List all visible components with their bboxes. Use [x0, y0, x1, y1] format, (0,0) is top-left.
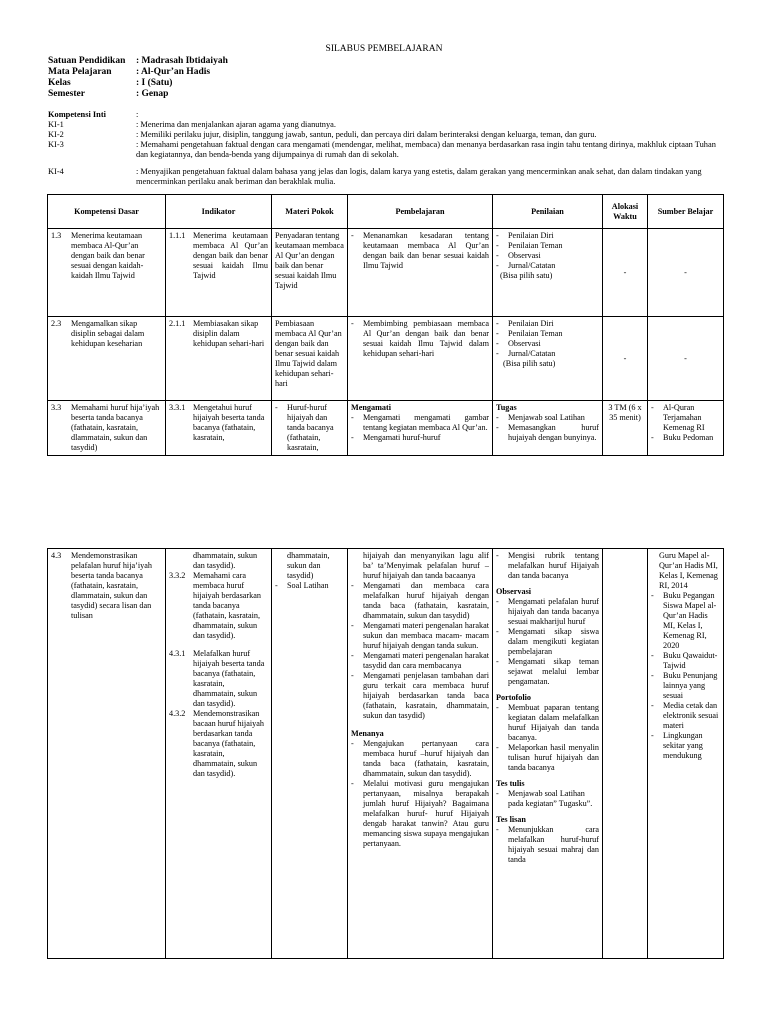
pembelajaran-cell: - Menanamkan kesadaran tentang keutamaan membaca Al Qur’an dengan baik dan benar sesuai kaidah Ilmu Tajwid [348, 229, 493, 317]
identity-row [48, 78, 228, 89]
table-row [48, 229, 724, 317]
kd-cell [48, 317, 166, 401]
ki-text: : Menyajikan pengetahuan faktual dalam bahasa yang jelas dan logis, dalam karya yang estetis, dalam gerakan yang mencerminkan anak sehat, dan dalam tindakan yang mencerminkan perilaku anak beriman dan berakhlak mulia. [136, 167, 702, 186]
penilaian-item: Penilaian Diri [508, 231, 554, 240]
penilaian-item: Observasi [508, 251, 541, 260]
ki-item [48, 120, 728, 130]
kd-number: 1.3 [51, 231, 62, 240]
materi-item: Soal Latihan [287, 581, 329, 590]
pembelajaran-item: Mengamati mengamati gambar tentang kegiatan membaca Al Qur’an. [363, 413, 489, 432]
penilaian-item: Menjawab soal Latihan pada kegiatan” Tugasku”. [508, 789, 593, 808]
header-sumber-belajar: Sumber Belajar [648, 195, 724, 229]
sumber-item: Buku Penunjang lainnya yang sesuai [663, 671, 718, 700]
penilaian-item: Observasi [508, 339, 541, 348]
ki-heading-colon: : [136, 110, 139, 119]
kd-cell [48, 549, 166, 959]
pembelajaran-item: Mengamati dan membaca cara melafalkan huruf hijaiyah dengan tanda baca (fathatain, kasratain, dhammatain, sukun dan tasydid) [363, 581, 489, 620]
materi-item: Huruf-huruf hijaiyah dan tanda bacanya (fathatain, kasratain, [287, 403, 334, 452]
pembelajaran-item: Mengamati huruf-huruf [363, 433, 441, 442]
ki-label: KI-1 [48, 120, 64, 129]
pembelajaran-item: Mengamati materi pengenalan harakat tasydid dan cara membacanya [363, 651, 489, 670]
penilaian-item: Menjawab soal Latihan [508, 413, 585, 422]
materi-continuation: dhammatain, sukun dan tasydid) [287, 551, 330, 580]
identity-value: : Madrasah Ibtidaiyah [136, 56, 228, 66]
penilaian-subheading: Tugas [496, 403, 517, 412]
sumber-item: Buku Pegangan Siswa Mapel al-Qur’an Hadis MI, Kelas I, Kemenag RI, 2020 [663, 591, 717, 650]
indikator-text: Mengetahui huruf hijaiyah beserta tanda bacanya (fathatain, kasratain, [193, 403, 265, 442]
sumber-item: Media cetak dan elektronik sesuai materi [663, 701, 719, 730]
ki-heading: Kompetensi Inti [48, 110, 106, 119]
penilaian-item: Jurnal/Catatan [508, 261, 556, 270]
materi-cell: dhammatain, sukun dan tasydid) - Soal Latihan [272, 549, 348, 959]
indikator-continuation: dhammatain, sukun dan tasydid). [193, 551, 258, 570]
identity-row [48, 56, 228, 67]
kd-text: Memahami huruf hija’iyah beserta tanda bacanya (fathatain, kasratain, dlammatain, sukun dan tasydid) [71, 403, 160, 452]
alokasi-cell: 3 TM (6 x 35 menit) [603, 401, 648, 456]
pembelajaran-cell: Mengamati - Mengamati mengamati gambar tentang kegiatan membaca Al Qur’an. - Mengamati huruf-huruf [348, 401, 493, 456]
penilaian-item: Melaporkan hasil menyalin tulisan huruf hijaiyah dan tanda bacanya [508, 743, 599, 772]
header-penilaian: Penilaian [493, 195, 603, 229]
header-alokasi-waktu: Alokasi Waktu [603, 195, 648, 229]
document-title: SILABUS PEMBELAJARAN [325, 44, 443, 54]
penilaian-item: Penilaian Teman [508, 241, 563, 250]
penilaian-cell: - Mengisi rubrik tentang melafalkan huruf Hijaiyah dan tanda bacanya Observasi - Mengamati pelafalan huruf hijaiyah dan tanda bacanya sesuai makharijul huruf - Mengamati sikap siswa dalam mengikuti kegiatan pembelajaran - Mengamati sikap teman sejawat melalui lembar pengamatan. Portofolio - Membuat paparan tentang kegiatan dalam melafalkan huruf Hijaiyah dan tanda bacanya. - Melaporkan hasil menyalin tulisan huruf hijaiyah dan tanda bacanya Tes tulis - Menjawab soal Latihan pada kegiatan” Tugasku”. Tes lisan - Menunjukkan cara melafalkan huruf-huruf hijaiyah sesuai mahraj dan tanda [493, 549, 603, 959]
ki-label: KI-4 [48, 167, 64, 176]
syllabus-table-page2 [47, 548, 724, 959]
indikator-text: Melafalkan huruf hijaiyah beserta tanda bacanya (fathatain, kasratain, dhammatain, sukun dan tasydid). [193, 649, 265, 708]
header-pembelajaran: Pembelajaran [348, 195, 493, 229]
penilaian-cell: - Penilaian Diri - Penilaian Teman - Observasi - Jurnal/Catatan (Bisa pilih satu) [493, 229, 603, 317]
indikator-number: 3.3.2 [169, 571, 186, 580]
penilaian-subheading: Portofolio [496, 693, 532, 702]
pembelajaran-cell: - Membimbing pembiasaan membaca Al Qur’an dengan baik dan benar sesuai kaidah Ilmu Tajwid dalam kehidupan sehari-hari [348, 317, 493, 401]
ki-item [48, 167, 728, 187]
header-materi-pokok: Materi Pokok [272, 195, 348, 229]
penilaian-cell: - Penilaian Diri - Penilaian Teman - Observasi - Jurnal/Catatan (Bisa pilih satu) [493, 317, 603, 401]
penilaian-item: Menunjukkan cara melafalkan huruf-huruf hijaiyah sesuai mahraj dan tanda [508, 825, 599, 864]
header-indikator: Indikator [166, 195, 272, 229]
identity-label: Satuan Pendidikan [48, 56, 126, 66]
penilaian-item: Mengamati sikap teman sejawat melalui lembar pengamatan. [508, 657, 599, 686]
ki-item [48, 140, 728, 160]
kd-cell [48, 401, 166, 456]
ki-item [48, 130, 728, 140]
identity-value: : Al-Qur’an Hadis [136, 67, 211, 77]
sumber-item: Buku Pedoman [663, 433, 714, 442]
pembelajaran-text: Membimbing pembiasaan membaca Al Qur’an dengan baik dan benar sesuai kaidah Ilmu Tajwid dalam kehidupan sehari-hari [363, 319, 489, 358]
penilaian-item: Penilaian Diri [508, 319, 554, 328]
pembelajaran-subheading: Menanya [351, 729, 384, 738]
penilaian-item: Memasangkan huruf hujaiyah dengan bunyinya. [508, 423, 599, 442]
pembelajaran-continuation: hijaiyah dan menyanyikan lagu alif ba’ ta’Menyimak pelafalan huruf –huruf hijaiyah dan tanda bacaanya [363, 551, 489, 580]
indikator-number: 4.3.2 [169, 709, 186, 718]
identity-label: Semester [48, 89, 85, 99]
kd-text: Mengamalkan sikap disiplin sebagai dalam kehidupan keseharian [71, 319, 145, 348]
sumber-item: Lingkungan sekitar yang mendukung [663, 731, 703, 760]
indikator-text: Menerima keutamaan membaca Al Qur’an dengan baik dan benar sesuai kaidah Ilmu Tajwid [193, 231, 268, 280]
indikator-text: Mendemonstrasikan bacaan huruf hijaiyah berdasarkan tanda bacanya (fathatain, kasratain, dhammatain, sukun dan tasydid). [193, 709, 264, 778]
indikator-cell [166, 229, 272, 317]
alokasi-cell: - [603, 317, 648, 401]
penilaian-subheading: Tes lisan [496, 815, 526, 824]
indikator-number: 2.1.1 [169, 319, 186, 328]
indikator-cell [166, 549, 272, 959]
alokasi-cell: - [603, 229, 648, 317]
identity-row [48, 89, 228, 100]
kompetensi-inti [48, 110, 728, 187]
penilaian-subheading: Tes tulis [496, 779, 525, 788]
identity-label: Mata Pelajaran [48, 67, 112, 77]
ki-text: : Memiliki perilaku jujur, disiplin, tanggung jawab, santun, peduli, dan percaya diri dalam berinteraksi dengan keluarga, teman, dan guru. [136, 130, 597, 139]
kd-text: Menerima keutamaan membaca Al-Qur’an dengan baik dan benar sesuai dengan kaidah-kaidah Ilmu Tajwid [71, 231, 145, 280]
indikator-cell [166, 317, 272, 401]
identity-block [48, 56, 228, 100]
sumber-cell: - Al-Quran Terjamahan Kemenag RI - Buku Pedoman [648, 401, 724, 456]
pembelajaran-item: Melalui motivasi guru mengajukan pertanyaan, misalnya berapakah jumlah huruf Hijaiyah? Bagaimana melafalkan huruf- huruf Hijaiyah dengab harakat tanwin? Atau guru memancing siswa supaya mengajukan pertanyaan. [363, 779, 489, 848]
ki-heading-row [48, 110, 728, 120]
sumber-item: Buku Qawaidut-Tajwid [663, 651, 718, 670]
indikator-number: 4.3.1 [169, 649, 186, 658]
identity-value: : I (Satu) [136, 78, 173, 88]
indikator-cell [166, 401, 272, 456]
identity-row [48, 67, 228, 78]
ki-text: : Menerima dan menjalankan ajaran agama yang dianutnya. [136, 120, 336, 129]
penilaian-item: Jurnal/Catatan [508, 349, 556, 358]
ki-label: KI-3 [48, 140, 64, 149]
table-header-row [48, 195, 724, 229]
indikator-text: Membiasakan sikap disiplin dalam kehidupan sehari-hari [193, 319, 265, 348]
penilaian-item: Mengamati pelafalan huruf hijaiyah dan tanda bacanya sesuai makharijul huruf [508, 597, 599, 626]
identity-value: : Genap [136, 89, 169, 99]
syllabus-table-page1 [47, 194, 724, 456]
sumber-cell: - [648, 229, 724, 317]
penilaian-cell: Tugas - Menjawab soal Latihan - Memasangkan huruf hujaiyah dengan bunyinya. [493, 401, 603, 456]
identity-label: Kelas [48, 78, 71, 88]
kd-number: 2.3 [51, 319, 62, 328]
indikator-number: 1.1.1 [169, 231, 186, 240]
penilaian-item: Mengisi rubrik tentang melafalkan huruf Hijaiyah dan tanda bacanya [508, 551, 599, 580]
sumber-cell: Guru Mapel al-Qur’an Hadis MI, Kelas I, Kemenag RI, 2014 - Buku Pegangan Siswa Mapel al-Qur’an Hadis MI, Kelas I, Kemenag RI, 2020 - Buku Qawaidut-Tajwid - Buku Penunjang lainnya yang sesuai - Media cetak dan elektronik sesuai materi - Lingkungan sekitar yang mendukung [648, 549, 724, 959]
ki-label: KI-2 [48, 130, 64, 139]
penilaian-item: Membuat paparan tentang kegiatan dalam melafalkan huruf Hijaiyah dan tanda bacanya. [508, 703, 599, 742]
alokasi-cell [603, 549, 648, 959]
table-row [48, 549, 724, 959]
materi-cell: Penyadaran tentang keutamaan membaca Al Qur’an dengan baik dan benar sesuai kaidah Ilmu Tajwid [272, 229, 348, 317]
pembelajaran-text: Menanamkan kesadaran tentang keutamaan membaca Al Qur’an dengan baik dan benar sesuai kaidah Ilmu Tajwid [363, 231, 489, 270]
pembelajaran-item: Mengamati penjelasan tambahan dari guru terkait cara membaca huruf hijaiyah berdasarkan tanda baca (fathatain, kasratain, dhammatain, sukun dan tasydid) [363, 671, 489, 720]
sumber-continuation: Guru Mapel al-Qur’an Hadis MI, Kelas I, Kemenag RI, 2014 [659, 551, 718, 590]
kd-number: 3.3 [51, 403, 62, 412]
pembelajaran-cell: hijaiyah dan menyanyikan lagu alif ba’ ta’Menyimak pelafalan huruf –huruf hijaiyah dan tanda bacaanya - Mengamati dan membaca cara melafalkan huruf hijaiyah dengan tanda baca (fathatain, kasratain, dhammatain, sukun dan tasydid) - Mengamati materi pengenalan harakat sukun dan membaca macam- macam huruf hijaiyah dengan tanda sukun. - Mengamati materi pengenalan harakat tasydid dan cara membacanya - Mengamati penjelasan tambahan dari guru terkait cara membaca huruf hijaiyah berdasarkan tanda baca (fathatain, kasratain, dhammatain, sukun dan tasydid) Menanya - Mengajukan pertanyaan cara membaca huruf –huruf hijaiyah dan tanda baca (fathatain, kasratain, dhammatain, sukun dan tasydid). - Melalui motivasi guru mengajukan pertanyaan, misalnya berapakah jumlah huruf Hijaiyah? Bagaimana melafalkan huruf- huruf Hijaiyah dengab harakat tanwin? Atau guru memancing siswa supaya mengajukan pertanyaan. [348, 549, 493, 959]
materi-cell: Pembiasaan membaca Al Qur’an dengan baik dan benar sesuai kaidah Ilmu Tajwid dalam kehidupan sehari-hari [272, 317, 348, 401]
pembelajaran-item: Mengamati materi pengenalan harakat sukun dan membaca macam- macam huruf hijaiyah dengan tanda sukun. [363, 621, 489, 650]
table-row [48, 401, 724, 456]
pembelajaran-subheading: Mengamati [351, 403, 392, 412]
indikator-text: Memahami cara membaca huruf hijaiyah berdasarkan tanda bacanya (fathatain, kasratain, dhammatain, sukun dan tasydid). [193, 571, 261, 640]
penilaian-note: (Bisa pilih satu) [503, 359, 556, 368]
penilaian-item: Penilaian Teman [508, 329, 563, 338]
kd-number: 4.3 [51, 551, 62, 560]
sumber-item: Al-Quran Terjamahan Kemenag RI [663, 403, 705, 432]
pembelajaran-item: Mengajukan pertanyaan cara membaca huruf –huruf hijaiyah dan tanda baca (fathatain, kasratain, dhammatain, sukun dan tasydid). [363, 739, 489, 778]
table-row [48, 317, 724, 401]
kd-cell [48, 229, 166, 317]
materi-cell: - Huruf-huruf hijaiyah dan tanda bacanya (fathatain, kasratain, [272, 401, 348, 456]
indikator-number: 3.3.1 [169, 403, 186, 412]
penilaian-item: Mengamati sikap siswa dalam mengikuti kegiatan pembelajaran [508, 627, 599, 656]
penilaian-note: (Bisa pilih satu) [500, 271, 553, 280]
sumber-cell: - [648, 317, 724, 401]
ki-text: : Memahami pengetahuan faktual dengan cara mengamati (mendengar, melihat, membaca) dan menanya berdasarkan rasa ingin tahu tentang dirinya, makhluk ciptaan Tuhan dan kegiatannya, dan benda-benda yang dijumpainya di rumah dan di sekolah. [136, 140, 716, 159]
header-kompetensi-dasar: Kompetensi Dasar [48, 195, 166, 229]
kd-text: Mendemonstrasikan pelafalan huruf hija’iyah beserta tanda bacanya (fathatain, kasratain, dlammatain, sukun dan tasydid) secara lisan dan tulisan [71, 551, 152, 620]
penilaian-subheading: Observasi [496, 587, 532, 596]
